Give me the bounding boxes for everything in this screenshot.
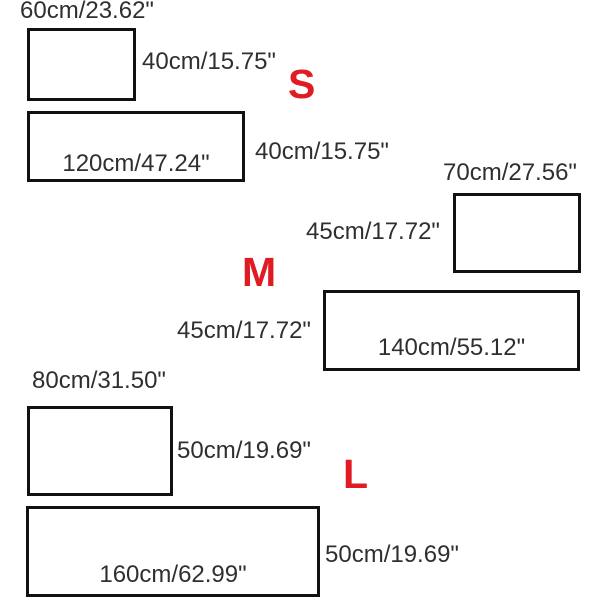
s-large-rect (27, 111, 245, 182)
m-small-rect (453, 193, 581, 273)
m-large-rect-height-label: 45cm/17.72" (177, 317, 311, 344)
m-large-rect (323, 290, 580, 371)
size-letter-m: M (242, 249, 277, 295)
m-small-rect-width-label: 70cm/27.56" (443, 159, 577, 186)
m-small-rect-height-label: 45cm/17.72" (306, 218, 440, 245)
l-small-rect-height-label: 50cm/19.69" (177, 437, 311, 464)
s-large-rect-height-label: 40cm/15.75" (255, 138, 389, 165)
size-letter-s: S (288, 61, 316, 107)
m-large-rect-width-label: 140cm/55.12" (377, 334, 526, 361)
l-small-rect (27, 406, 173, 496)
s-large-rect-width-label: 120cm/47.24" (62, 150, 210, 177)
size-letter-l: L (343, 451, 369, 497)
s-small-rect-height-label: 40cm/15.75" (142, 48, 276, 75)
s-small-rect (27, 28, 136, 101)
l-small-rect-width-label: 80cm/31.50" (32, 367, 166, 394)
s-small-rect-width-label: 60cm/23.62" (20, 0, 154, 24)
l-large-rect-height-label: 50cm/19.69" (325, 541, 459, 568)
l-large-rect (26, 506, 320, 597)
l-large-rect-width-label: 160cm/62.99" (99, 561, 247, 588)
